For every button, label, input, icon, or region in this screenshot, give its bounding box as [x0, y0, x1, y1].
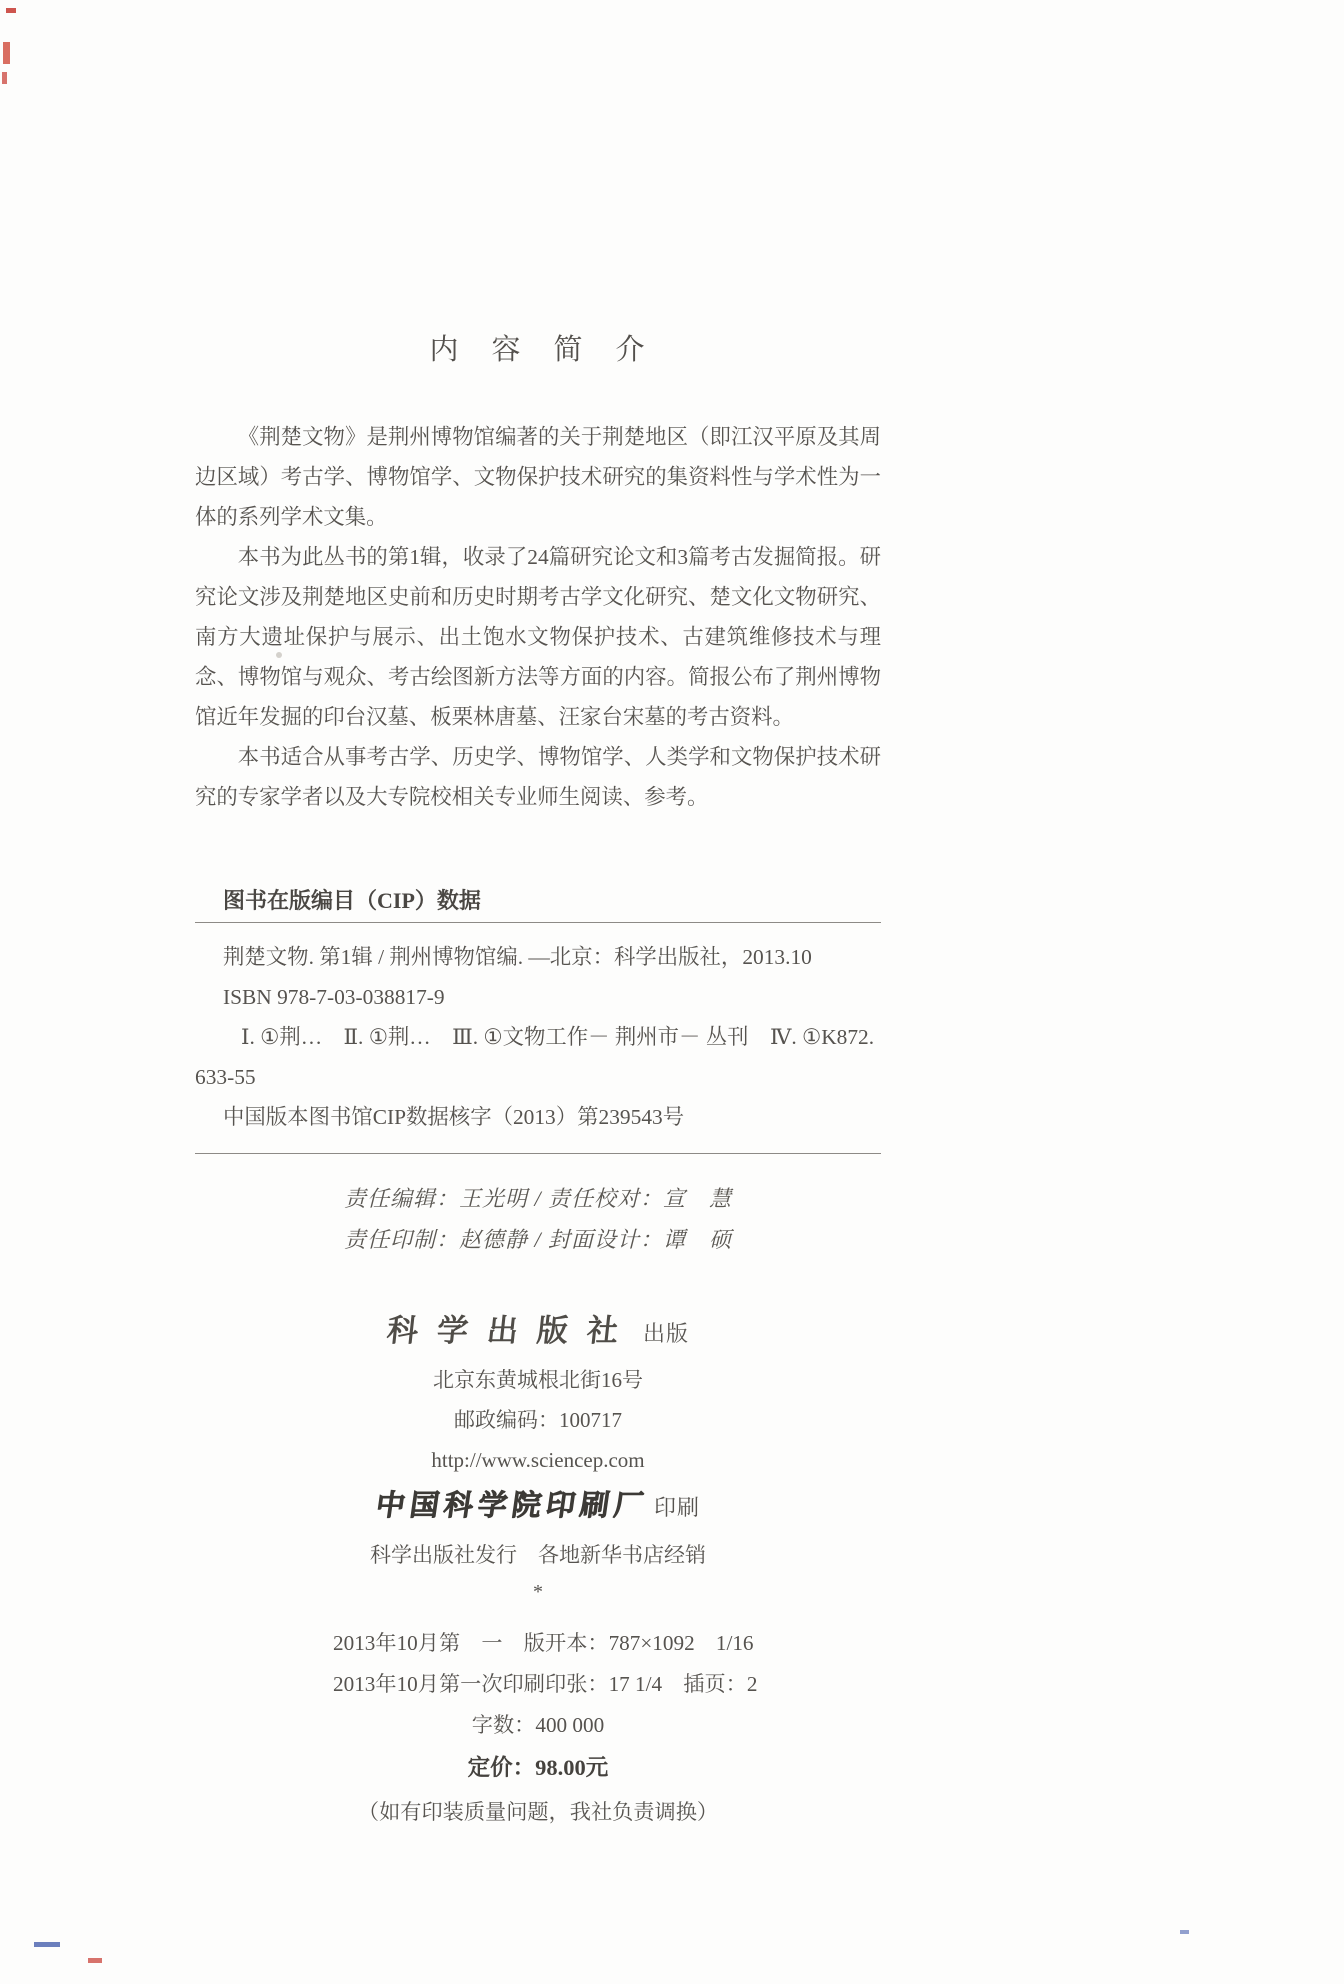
printer-name-calligraphy: 中国科学院印刷厂: [373, 1490, 651, 1522]
scan-artifact: [1180, 1930, 1189, 1934]
publisher-line: [195, 1308, 881, 1360]
cip-isbn: ISBN 978-7-03-038817-9: [223, 985, 445, 1009]
scan-artifact: [6, 8, 16, 13]
divider-top: [195, 922, 881, 923]
publisher-role-label: 出版: [642, 1321, 689, 1346]
credits-production: 责任印制：赵德静 / 封面设计：谭 硕: [343, 1227, 733, 1252]
credits-editors: 责任编辑：王光明 / 责任校对：宣 慧: [343, 1186, 733, 1211]
staff-credits: [195, 1178, 881, 1260]
colophon-grid: [333, 1623, 881, 1705]
scan-artifact: [276, 652, 282, 658]
publisher-url: http://www.sciencep.com: [431, 1448, 645, 1472]
intro-paragraph-1: 《荆楚文物》是荆州博物馆编著的关于荆楚地区（即江汉平原及其周边区域）考古学、博物馆学、文物保护技术研究的集资料性与学术性为一体的系列学术文集。: [195, 425, 881, 529]
price: 定价：98.00元: [467, 1755, 609, 1780]
scan-artifact: [2, 72, 7, 84]
cip-title-line: 荆楚文物. 第1辑 / 荆州博物馆编. —北京：科学出版社，2013.10: [223, 945, 812, 969]
printer-line: [195, 1482, 881, 1535]
divider-bottom: [195, 1153, 881, 1154]
intro-paragraph-3: 本书适合从事考古学、历史学、博物馆学、人类学和文物保护技术研究的专家学者以及大专院校相关专业师生阅读、参考。: [195, 745, 881, 809]
word-count: 字数：400 000: [471, 1713, 605, 1737]
cip-classification-continued: 633-55: [195, 1065, 256, 1089]
content-introduction: [195, 417, 881, 817]
cip-classification: Ⅰ. ①荆… Ⅱ. ①荆… Ⅲ. ①文物工作－ 荆州市－ 丛刊 Ⅳ. ①K872.: [241, 1025, 875, 1049]
edition-date: 2013年10月第 一 版: [333, 1631, 545, 1655]
cip-heading: 图书在版编目（CIP）数据: [223, 888, 481, 913]
book-copyright-page: [195, 0, 881, 1834]
quality-exchange-note: （如有印装质量问题，我社负责调换）: [357, 1800, 719, 1824]
separator-asterisk: *: [533, 1581, 543, 1603]
cip-registry-number: 中国版本图书馆CIP数据核字（2013）第239543号: [223, 1105, 685, 1129]
publisher-name-calligraphy: 科学出版社: [385, 1313, 639, 1348]
publisher-block: [195, 1308, 881, 1609]
publisher-postcode: 邮政编码：100717: [454, 1408, 622, 1432]
scan-artifact: [34, 1942, 60, 1947]
printer-role-label: 印刷: [654, 1495, 701, 1520]
intro-paragraph-2: 本书为此丛书的第1辑，收录了24篇研究论文和3篇考古发掘简报。研究论文涉及荆楚地区史前和历史时期考古学文化研究、楚文化文物研究、南方大遗址保护与展示、出土饱水文物保护技术、古建筑维修技术与理念、博物馆与观众、考古绘图新方法等方面的内容。简报公布了荆州博物馆近年发掘的印台汉墓、板栗林唐墓、汪家台宋墓的考古资料。: [195, 545, 881, 729]
sheets-inserts-spec: 印张：17 1/4 插页：2: [545, 1672, 758, 1696]
scan-artifact: [88, 1958, 102, 1963]
printing-date: 2013年10月第一次印刷: [333, 1672, 545, 1696]
page-title: 内 容 简 介: [429, 334, 647, 366]
format-spec: 开本：787×1092 1/16: [545, 1631, 754, 1655]
scan-artifact: [3, 42, 10, 64]
distribution-line: 科学出版社发行 各地新华书店经销: [370, 1543, 706, 1567]
cip-data-block: [195, 937, 881, 1137]
publisher-address: 北京东黄城根北街16号: [433, 1368, 643, 1392]
